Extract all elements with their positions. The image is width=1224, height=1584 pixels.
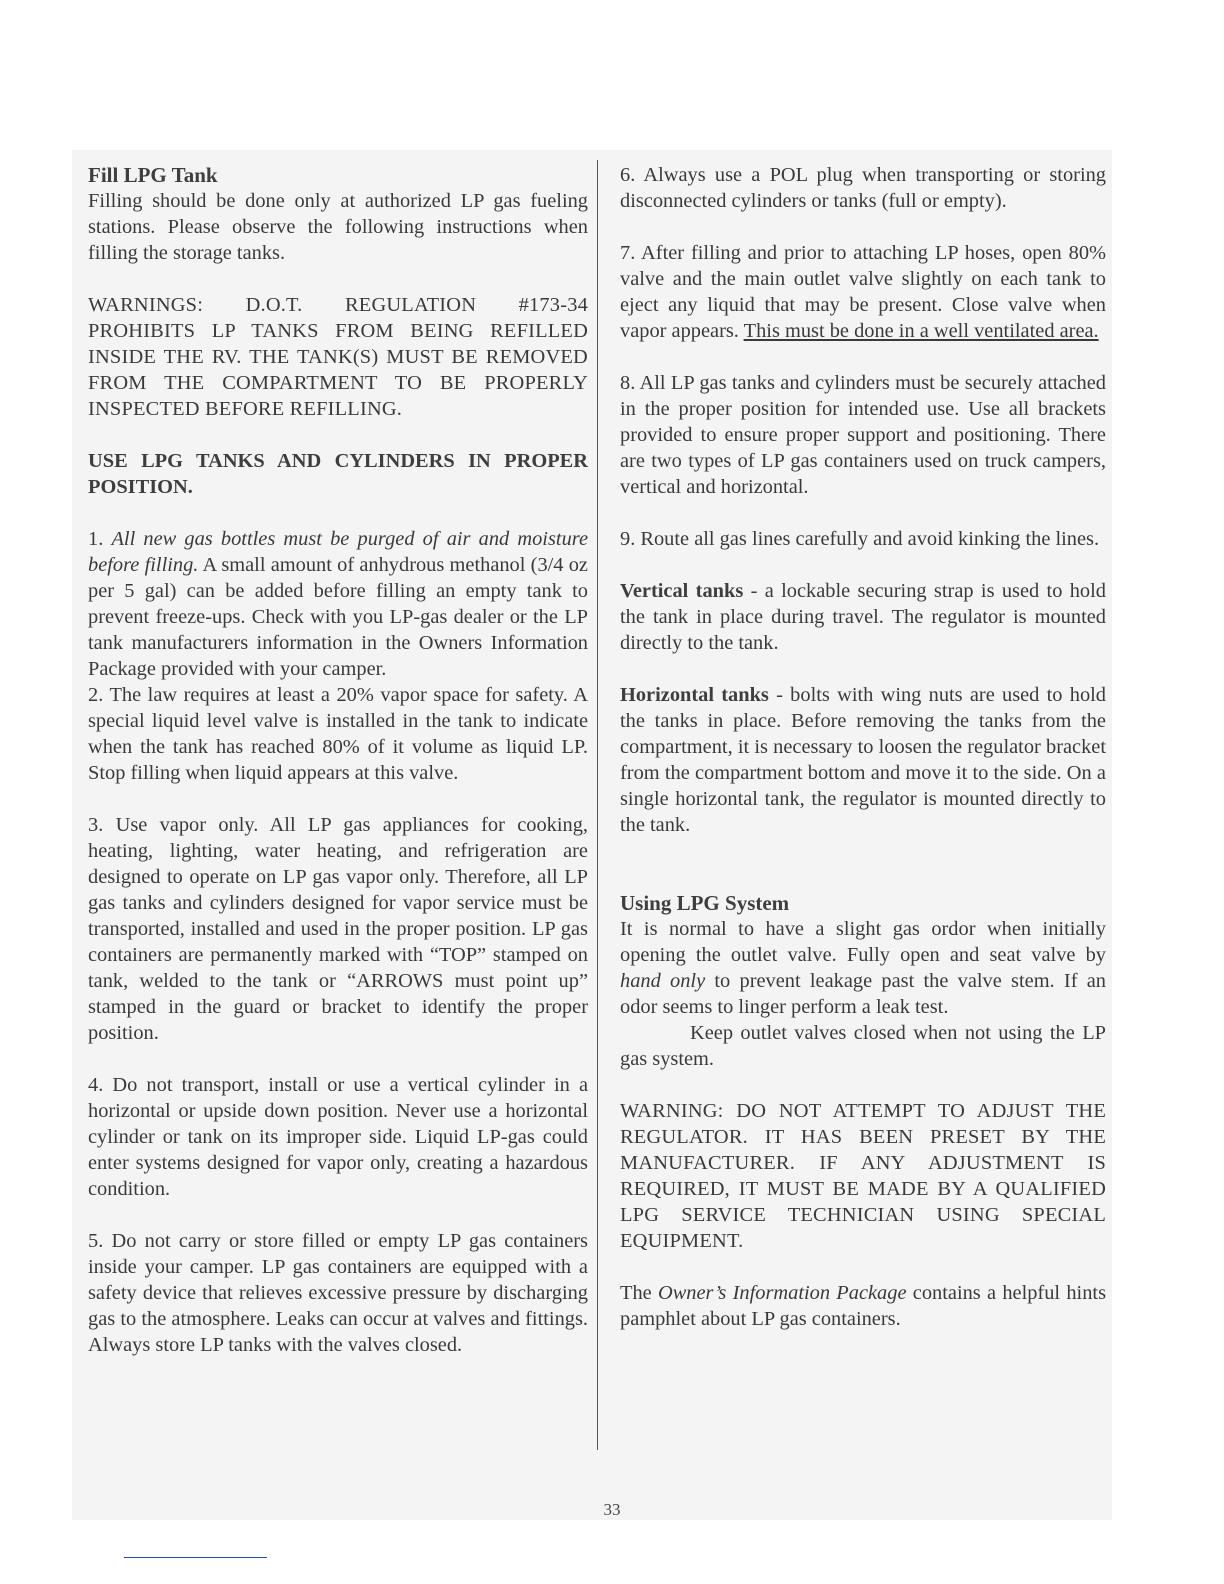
item-7-text: 7. After filling and prior to attaching LP hoses, open 80% valve and the main outlet valve slightly on each tank to eject any liquid that may be present. Close valve when vapor appears. — [620, 242, 1106, 342]
instruction-item-3: 3. Use vapor only. All LP gas appliances for cooking, heating, lighting, water heating, and refrigeration are designed to operate on LP gas vapor only. Therefore, all LP gas tanks and cylinders designed for vapor service must be transported, installed and used in the proper position. LP gas containers are permanently marked with “TOP” stamped on tank, welded to the tank or “ARROWS must point up” stamped in the guard or bracket to identify the proper position. — [88, 814, 588, 1044]
horizontal-tanks-text: - bolts with wing nuts are used to hold the tanks in place. Before removing the tanks from the compartment, it is necessary to loosen the regulator bracket from the compartment bottom and move it to the side. On a single horizontal tank, the regulator is mounted directly to the tank. — [620, 684, 1106, 836]
instruction-item-6: 6. Always use a POL plug when transporting or storing disconnected cylinders or tanks (full or empty). — [620, 164, 1106, 212]
left-column — [88, 162, 588, 1358]
instruction-item-8: 8. All LP gas tanks and cylinders must be securely attached in the proper position for intended use. Use all brackets provided to ensure proper support and positioning. There are two types of LP gas containers used on truck campers, vertical and horizontal. — [620, 372, 1106, 498]
instruction-item-5: 5. Do not carry or store filled or empty LP gas containers inside your camper. LP gas containers are equipped with a safety device that relieves excessive pressure by discharging gas to the atmosphere. Leaks can occur at valves and fittings. Always store LP tanks with the valves closed. — [88, 1230, 588, 1356]
proper-position-heading: USE LPG TANKS AND CYLINDERS IN PROPER POSITION. — [88, 450, 588, 498]
item-1-detail: A small amount of anhydrous methanol (3/4 oz per 5 gal) can be added before filling an empty tank to prevent freeze-ups. Check with you LP-gas dealer or the LP tank manufacturers information in the Owners Information Package provided with your camper. — [88, 554, 588, 680]
owners-package-note — [620, 1280, 1106, 1332]
keep-valves-closed-note: Keep outlet valves closed when not using the LP gas system. — [620, 1022, 1106, 1070]
column-divider — [597, 160, 598, 1450]
hand-only-emphasis: hand only — [620, 970, 706, 992]
using-lpg-paragraph — [620, 916, 1106, 1020]
owners-note-start: The — [620, 1282, 652, 1304]
footnote-rule — [124, 1557, 267, 1558]
horizontal-tanks-paragraph — [620, 682, 1106, 838]
ventilation-note: This must be done in a well ventilated area. — [743, 320, 1099, 342]
instruction-item-1 — [88, 526, 588, 682]
using-text-start: It is normal to have a slight gas ordor when initially opening the outlet valve. Fully open and seat valve by — [620, 918, 1106, 966]
regulator-warning: WARNING: DO NOT ATTEMPT TO ADJUST THE REGULATOR. IT HAS BEEN PRESET BY THE MANUFACTURER. IF ANY ADJUSTMENT IS REQUIRED, IT MUST BE MADE BY A QUALIFIED LPG SERVICE TECHNICIAN USING SPECIAL EQUIPMENT. — [620, 1100, 1106, 1252]
horizontal-tanks-label: Horizontal tanks — [620, 684, 769, 706]
using-text-end: to prevent leakage past the valve stem. If an odor seems to linger perform a leak test. — [620, 970, 1106, 1018]
right-column — [620, 162, 1106, 1332]
fill-lpg-tank-heading: Fill LPG Tank — [88, 163, 218, 187]
owners-note-end: contains a helpful hints pamphlet about LP gas containers. — [620, 1282, 1106, 1330]
page-number: 33 — [603, 1500, 621, 1519]
instruction-item-4: 4. Do not transport, install or use a vertical cylinder in a horizontal or upside down position. Never use a horizontal cylinder or tank on its improper side. Liquid LP-gas could enter systems designed for vapor only, creating a hazardous condition. — [88, 1074, 588, 1200]
refill-warning: WARNINGS: D.O.T. REGULATION #173-34 PROHIBITS LP TANKS FROM BEING REFILLED INSIDE THE RV. THE TANK(S) MUST BE REMOVED FROM THE COMPARTMENT TO BE PROPERLY INSPECTED BEFORE REFILLING. — [88, 294, 588, 420]
purge-instruction: All new gas bottles must be purged of air and moisture before filling. — [88, 528, 589, 576]
fill-instructions-paragraph: Filling should be done only at authorized LP gas fueling stations. Please observe the following instructions when filling the storage tanks. — [88, 190, 588, 264]
instruction-item-7 — [620, 240, 1106, 344]
instruction-item-9: 9. Route all gas lines carefully and avoid kinking the lines. — [620, 528, 1100, 550]
item-1-number: 1. — [88, 528, 104, 550]
vertical-tanks-paragraph — [620, 578, 1106, 656]
vertical-tanks-text: - a lockable securing strap is used to hold the tank in place during travel. The regulator is mounted directly to the tank. — [620, 580, 1106, 654]
owners-package-title: Owner’s Information Package — [657, 1282, 907, 1304]
using-lpg-system-heading: Using LPG System — [620, 891, 790, 915]
vertical-tanks-label: Vertical tanks — [620, 580, 744, 602]
instruction-item-2: 2. The law requires at least a 20% vapor space for safety. A special liquid level valve is installed in the tank to indicate when the tank has reached 80% of it volume as liquid LP. Stop filling when liquid appears at this valve. — [88, 684, 588, 784]
